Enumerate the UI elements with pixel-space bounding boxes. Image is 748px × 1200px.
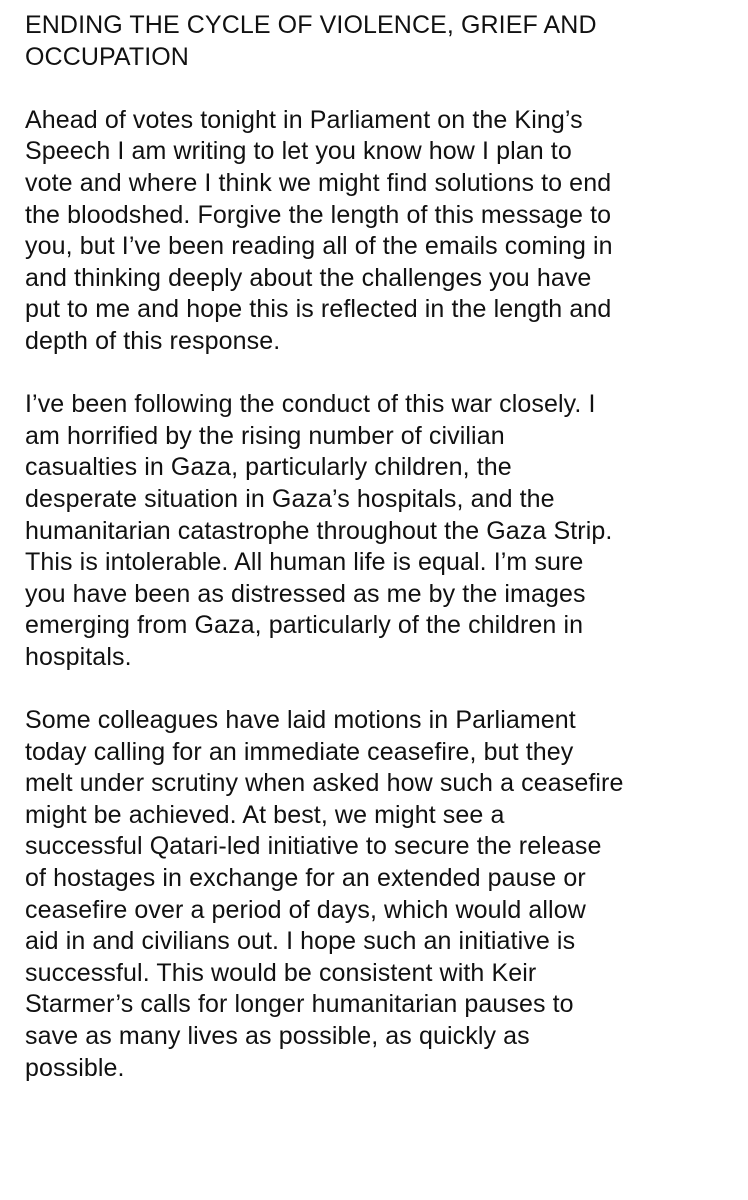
paragraph-kings-speech: Ahead of votes tonight in Parliament on the King’s Speech I am writing to let you know how I plan to vote and where I think we might find solutions to end the bloodshed. Forgive the length of this message to you, but I’ve been reading all of the emails coming in and thinking deeply about the challenges you have put to me and hope this is reflected in the length and depth of this response. [25,105,613,355]
paragraph-ceasefire-motions: Some colleagues have laid motions in Parliament today calling for an immediate ceasefire, but they melt under scrutiny when asked how such a ceasefire might be achieved. At best, we might see a successful Qatari-led initiative to secure the release of hostages in exchange for an extended pause or ceasefire over a period of days, which would allow aid in and civilians out. I hope such an initiative is successful. This would be consistent with Keir Starmer’s calls for longer humanitarian pauses to save as many lives as possible, as quickly as possible. [25,706,624,1082]
document-title: ENDING THE CYCLE OF VIOLENCE, GRIEF AND OCCUPATION [25,11,597,71]
document-body [25,10,725,1116]
paragraph-conduct-of-war: I’ve been following the conduct of this war closely. I am horrified by the rising number of civilian casualties in Gaza, particularly children, the desperate situation in Gaza’s hospitals, and the humanitarian catastrophe throughout the Gaza Strip. This is intolerable. All human life is equal. I’m sure you have been as distressed as me by the images emerging from Gaza, particularly of the children in hospitals. [25,390,613,671]
